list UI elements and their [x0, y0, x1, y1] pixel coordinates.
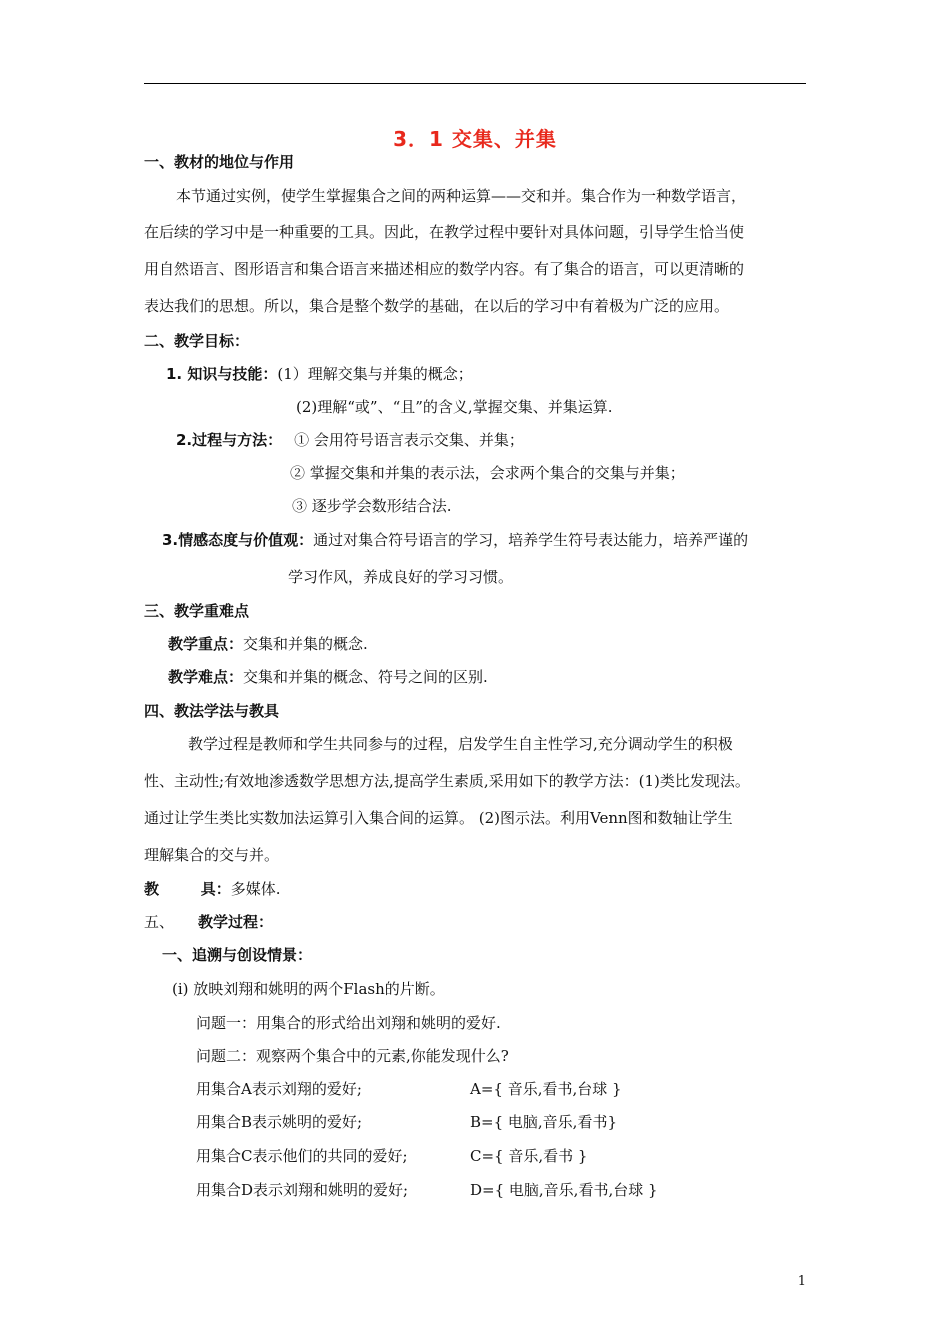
goal-attitude-label: 3.情感态度与价值观：	[162, 531, 314, 549]
set-notation: A={ 音乐,看书,台球 }	[470, 1080, 622, 1098]
key-point-text: 交集和并集的概念.	[243, 635, 368, 653]
section-5-heading	[144, 912, 273, 932]
section-5-title: 教学过程：	[198, 913, 274, 931]
goal-knowledge-item: (2)理解“或”、“且”的含义,掌握交集、并集运算.	[296, 398, 613, 416]
key-point	[168, 634, 368, 654]
goal-attitude-item: 通过对集合符号语言的学习，培养学生符号表达能力，培养严谨的	[313, 531, 749, 549]
goal-knowledge-label: 1. 知识与技能：	[166, 365, 278, 383]
difficult-point	[168, 667, 488, 687]
goal-process-item: ② 掌握交集和并集的表示法，会求两个集合的交集与并集；	[290, 464, 685, 482]
difficult-point-label: 教学难点：	[168, 668, 244, 686]
goal-process-item: ③ 逐步学会数形结合法.	[292, 497, 452, 515]
section-1-para-line: 在后续的学习中是一种重要的工具。因此，在教学过程中要针对具体问题，引导学生恰当使	[144, 223, 745, 241]
section-2-heading: 二、教学目标：	[144, 332, 250, 350]
teaching-tools	[144, 879, 281, 899]
goal-process-label: 2.过程与方法：	[176, 431, 283, 449]
set-description: 用集合D表示刘翔和姚明的爱好;	[196, 1181, 409, 1199]
section-4-para-line: 性、主动性;有效地渗透数学思想方法,提高学生素质,采用如下的教学方法：(1)类比发现法。	[144, 772, 750, 790]
set-description: 用集合A表示刘翔的爱好;	[196, 1080, 362, 1098]
section-4-heading: 四、教法学法与教具	[144, 702, 280, 720]
set-row	[196, 1146, 408, 1166]
header-rule	[144, 83, 806, 84]
goal-process-item: ① 会用符号语言表示交集、并集；	[294, 431, 524, 449]
question-1: 问题一：用集合的形式给出刘翔和姚明的爱好.	[196, 1014, 501, 1032]
section-4-para-line: 教学过程是教师和学生共同参与的过程，启发学生自主性学习,充分调动学生的积极	[188, 735, 733, 753]
set-notation: B={ 电脑,音乐,看书}	[470, 1113, 617, 1131]
section-1-para-line: 本节通过实例，使学生掌握集合之间的两种运算——交和并。集合作为一种数学语言，	[176, 187, 747, 205]
section-4-para-line: 理解集合的交与并。	[144, 846, 280, 864]
section-1-para-line: 用自然语言、图形语言和集合语言来描述相应的数学内容。有了集合的语言，可以更清晰的	[144, 260, 745, 278]
set-notation: C={ 音乐,看书 }	[470, 1147, 588, 1165]
set-row	[196, 1112, 362, 1132]
set-description: 用集合C表示他们的共同的爱好;	[196, 1147, 408, 1165]
goal-knowledge	[166, 364, 473, 384]
set-notation: D={ 电脑,音乐,看书,台球 }	[470, 1181, 658, 1199]
goal-process	[176, 430, 524, 450]
section-4-para-line: 通过让学生类比实数加法运算引入集合间的运算。 (2)图示法。利用Venn图和数轴让学生	[144, 809, 733, 827]
key-point-label: 教学重点：	[168, 635, 244, 653]
section-1-heading: 一、教材的地位与作用	[144, 153, 295, 171]
question-2: 问题二：观察两个集合中的元素,你能发现什么?	[196, 1047, 509, 1065]
goal-attitude-item: 学习作风，养成良好的学习习惯。	[288, 568, 514, 586]
activity-item: (ⅰ) 放映刘翔和姚明的两个Flash的片断。	[172, 980, 445, 998]
subsection-heading: 一、追溯与创设情景：	[162, 946, 313, 964]
section-3-heading: 三、教学重难点	[144, 602, 250, 620]
set-row	[196, 1180, 408, 1200]
page-title: 3．1 交集、并集	[393, 127, 557, 151]
teaching-tools-text: 多媒体.	[230, 880, 281, 898]
set-description: 用集合B表示姚明的爱好;	[196, 1113, 363, 1131]
set-row	[196, 1079, 362, 1099]
goal-attitude	[162, 530, 748, 550]
section-1-para-line: 表达我们的思想。所以，集合是整个数学的基础，在以后的学习中有着极为广泛的应用。	[144, 297, 730, 315]
difficult-point-text: 交集和并集的概念、符号之间的区别.	[243, 668, 488, 686]
section-5-number: 五、	[144, 913, 175, 931]
page-number: 1	[797, 1274, 806, 1289]
teaching-tools-label: 教 具：	[144, 880, 231, 898]
goal-knowledge-item: (1）理解交集与并集的概念；	[277, 365, 473, 383]
